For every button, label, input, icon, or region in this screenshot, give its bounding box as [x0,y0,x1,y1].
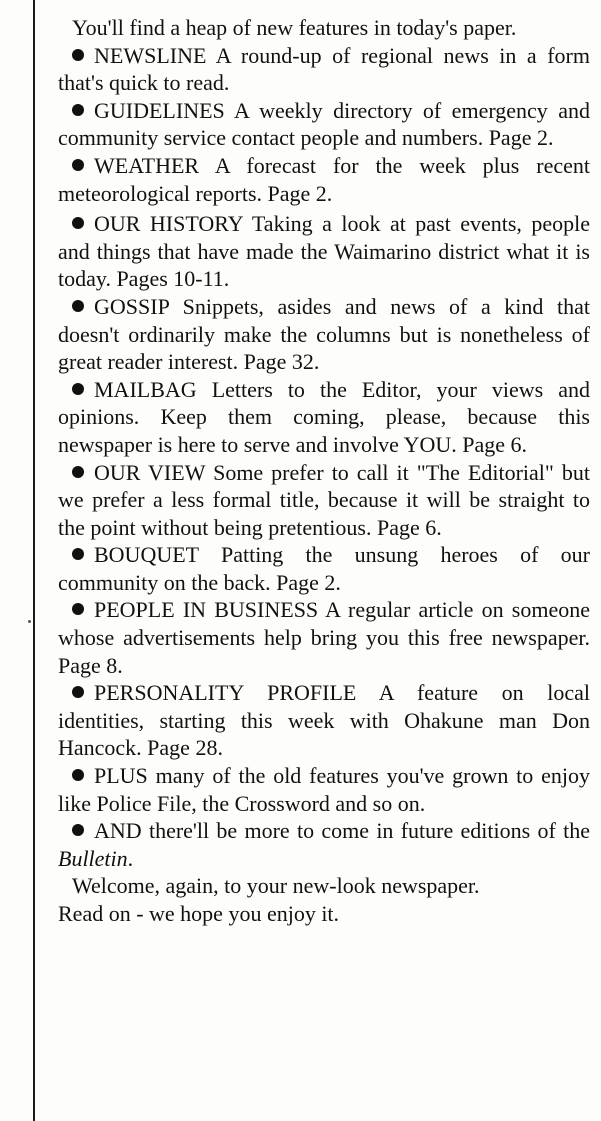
feature-name: BOUQUET [94,542,199,568]
feature-people-in-business [58,596,590,679]
feature-name: MAILBAG [94,376,197,402]
feature-text: A round-up of regional news in a form that's quick to read. [58,42,590,96]
sign-off-paragraph: Read on - we hope you enjoy it. [58,901,340,926]
column-rule [33,0,35,1121]
bullet-icon [72,104,84,116]
feature-mailbag [58,376,590,459]
feature-text: A weekly directory of emergency and community service contact people and numbers. Page 2. [58,97,590,151]
feature-text: Taking a look at past events, people and things that have made the Waimarino district what it is today. Pages 10-11. [58,211,590,292]
feature-text: Letters to the Editor, your views and opinions. Keep them coming, please, because this newspaper is here to serve and involve YOU. Page 6. [58,376,590,457]
feature-name: PEOPLE IN BUSINESS [94,597,319,623]
feature-name: AND [94,818,142,844]
feature-text: there'll be more to come in future editions of the [148,818,590,844]
feature-text: Some prefer to call it "The Editorial" but we prefer a less formal title, because it will be straight to the point without being pretentious. Page 6. [58,459,591,540]
feature-text: A regular article on someone whose advertisements help bring you this free newspaper. Page 8. [58,597,590,678]
feature-name: PLUS [94,763,148,789]
intro-paragraph: You'll find a heap of new features in today's paper. [72,15,517,40]
feature-name: PERSONALITY PROFILE [94,680,357,706]
feature-name: OUR HISTORY [94,211,243,237]
feature-text: Patting the unsung heroes of our community on the back. Page 2. [58,542,590,595]
feature-personality-profile [58,679,590,762]
feature-guidelines [58,97,590,152]
bullet-icon [72,769,84,781]
feature-text: many of the old features you've grown to enjoy like Police File, the Crossword and so on. [58,763,590,816]
bullet-icon [72,217,84,229]
publication-name: Bulletin [58,845,128,871]
bullet-icon [72,49,84,61]
feature-name: GOSSIP [94,293,169,319]
feature-text: A feature on local identities, starting this week with Ohakune man Don Hancock. Page 28. [58,680,590,761]
bullet-icon [72,603,84,615]
bullet-icon [72,824,84,836]
bullet-icon [72,466,84,478]
feature-text: Snippets, asides and news of a kind that doesn't ordinarily make the columns but is nonetheless of great reader interest. Page 32. [58,293,591,375]
feature-name: OUR VIEW [94,459,206,485]
bullet-icon [72,383,84,395]
bullet-icon [72,159,84,171]
feature-our-history [58,210,590,293]
bullet-icon [72,686,84,698]
features-column [58,14,590,928]
feature-weather [58,152,590,207]
feature-name: WEATHER [94,152,200,178]
feature-and [58,817,590,872]
feature-text: A forecast for the week plus recent meteorological reports. Page 2. [58,152,590,206]
feature-our-view [58,459,590,542]
closing-punctuation: . [127,845,134,871]
feature-plus [58,762,590,817]
welcome-paragraph: Welcome, again, to your new-look newspaper. [72,873,480,899]
feature-newsline [58,42,590,97]
bullet-icon [72,548,84,560]
feature-gossip [58,293,590,376]
feature-bouquet [58,541,590,596]
bullet-icon [72,300,84,312]
feature-name: NEWSLINE [94,42,207,68]
feature-name: GUIDELINES [94,97,225,123]
print-speck [28,620,31,623]
